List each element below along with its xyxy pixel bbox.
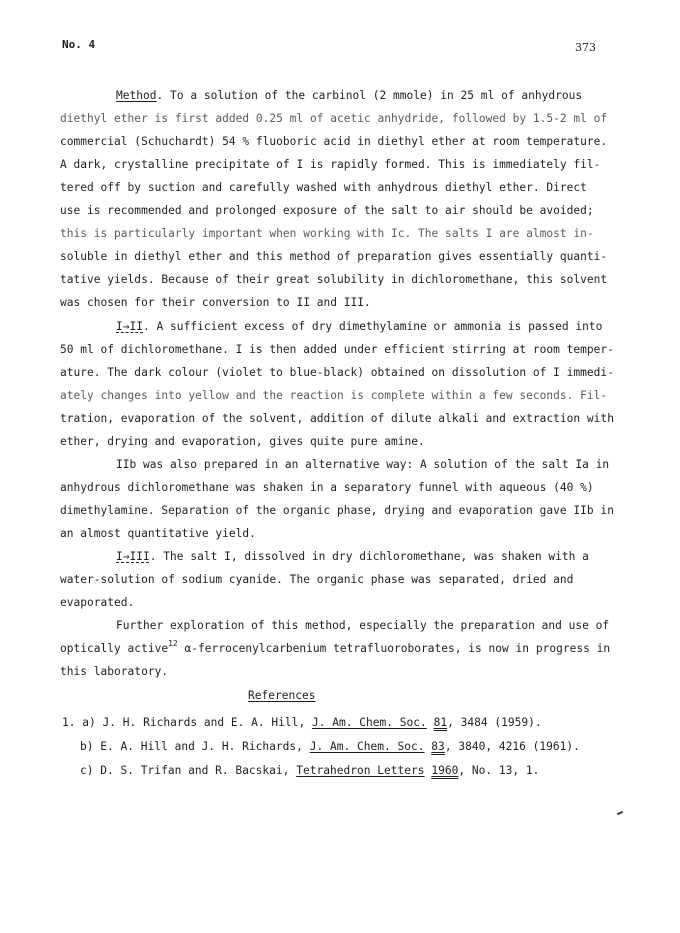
method-line-4: A dark, crystalline precipitate of I is rapidly formed. This is immediately fil- — [60, 158, 601, 171]
method-line-9: tative yields. Because of their great solubility in dichloromethane, this solvent — [60, 273, 608, 286]
further-line-2: optically active$^{12}$ α-ferrocenylcarbenium tetrafluoroborates, is now in progress in — [60, 639, 611, 655]
method-line-10: was chosen for their conversion to II and III. — [60, 296, 371, 309]
i-to-iii-line-1: I→III. The salt I, dissolved in dry dichloromethane, was shaken with a — [116, 550, 589, 563]
stray-pen-mark — [617, 811, 623, 815]
reference-volume: 1960 — [431, 764, 459, 777]
method-line-2: diethyl ether is first added 0.25 ml of acetic anhydride, followed by 1.5-2 ml of — [60, 112, 608, 125]
method-heading: Method — [116, 89, 157, 102]
i-to-iii-heading: I→III — [116, 550, 150, 563]
journal-issue-number: No. 4 — [62, 38, 96, 51]
iib-line-2: anhydrous dichloromethane was shaken in a separatory funnel with aqueous (40 %) — [60, 481, 594, 494]
i-to-iii-line-2: water-solution of sodium cyanide. The organic phase was separated, dried and — [60, 573, 574, 586]
i-to-ii-line-5: tration, evaporation of the solvent, addition of dilute alkali and extraction with — [60, 412, 614, 425]
i-to-ii-line-4: ately changes into yellow and the reaction is complete within a few seconds. Fil- — [60, 389, 608, 402]
method-line-6: use is recommended and prolonged exposure of the salt to air should be avoided; — [60, 204, 594, 217]
reference-1c: c) D. S. Trifan and R. Bacskai, Tetrahedron Letters 1960, No. 13, 1. — [80, 764, 540, 777]
i-to-ii-heading: I→II — [116, 320, 144, 333]
page-number: 373 — [575, 41, 596, 54]
reference-journal: J. Am. Chem. Soc. — [309, 740, 425, 753]
reference-journal: J. Am. Chem. Soc. — [311, 716, 427, 729]
i-to-ii-line-6: ether, drying and evaporation, gives quite pure amine. — [60, 435, 425, 448]
method-line-3: commercial (Schuchardt) 54 % fluoboric acid in diethyl ether at room temperature. — [60, 135, 608, 148]
method-line-8: soluble in diethyl ether and this method of preparation gives essentially quanti- — [60, 250, 608, 263]
footnote-marker: 12 — [168, 639, 178, 648]
further-line-3: this laboratory. — [60, 665, 169, 678]
method-line-7: this is particularly important when working with Ic. The salts I are almost in- — [60, 227, 594, 240]
reference-1a: 1. a) J. H. Richards and E. A. Hill, J. Am. Chem. Soc. 81, 3484 (1959). — [62, 716, 542, 729]
method-line-1: Method. To a solution of the carbinol (2 mmole) in 25 ml of anhydrous — [116, 89, 583, 102]
i-to-iii-line-3: evaporated. — [60, 596, 135, 609]
iib-line-1: IIb was also prepared in an alternative way: A solution of the salt Ia in — [116, 458, 610, 471]
reference-1b: b) E. A. Hill and J. H. Richards, J. Am. Chem. Soc. 83, 3840, 4216 (1961). — [80, 740, 580, 753]
method-line-5: tered off by suction and carefully washed with anhydrous diethyl ether. Direct — [60, 181, 587, 194]
reference-volume: 81 — [433, 716, 448, 729]
reference-journal: Tetrahedron Letters — [296, 764, 425, 777]
i-to-ii-line-1: I→II. A sufficient excess of dry dimethylamine or ammonia is passed into — [116, 320, 603, 333]
i-to-ii-line-2: 50 ml of dichloromethane. I is then added under efficient stirring at room temper- — [60, 343, 614, 356]
references-title: References — [248, 689, 316, 702]
iib-line-3: dimethylamine. Separation of the organic phase, drying and evaporation gave IIb in — [60, 504, 614, 517]
iib-line-4: an almost quantitative yield. — [60, 527, 256, 540]
further-line-1: Further exploration of this method, especially the preparation and use of — [116, 619, 610, 632]
i-to-ii-line-3: ature. The dark colour (violet to blue-black) obtained on dissolution of I immedi- — [60, 366, 614, 379]
reference-volume: 83 — [431, 740, 445, 753]
